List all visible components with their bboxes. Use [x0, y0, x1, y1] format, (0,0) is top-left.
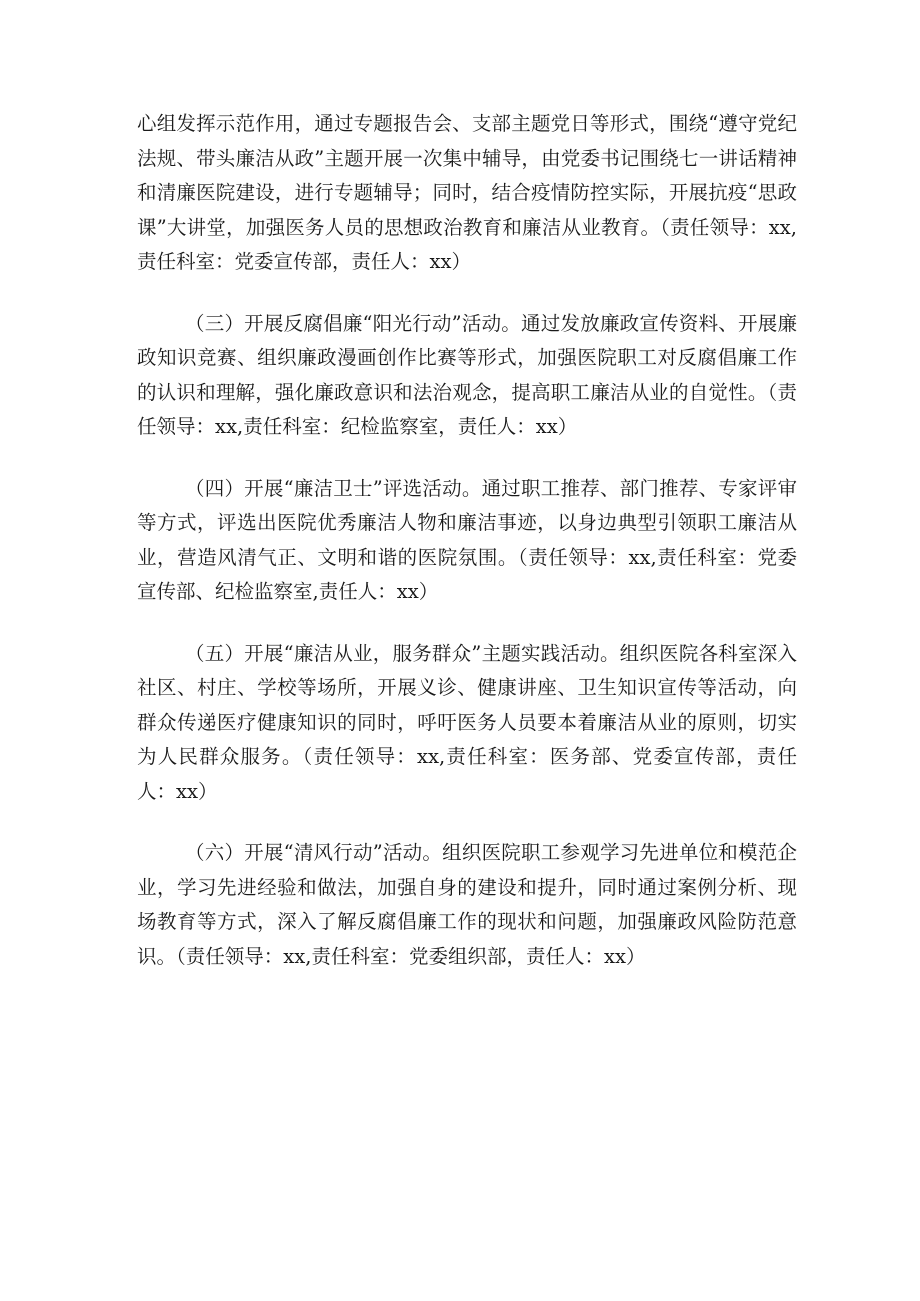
paragraph-continuation: 心组发挥示范作用，通过专题报告会、支部主题党日等形式，围绕“遵守党纪法规、带头廉洁从政”主题开展一次集中辅导，由党委书记围绕七一讲话精神和清廉医院建设，进行专题辅导；同时，结合疫情防控实际，开展抗疫“思政课”大讲堂，加强医务人员的思想政治教育和廉洁从业教育。（责任领导：xx,责任科室：党委宣传部，责任人：xx）	[137, 112, 797, 273]
paragraph-item-4: （四）开展“廉洁卫士”评选活动。通过职工推荐、部门推荐、专家评审等方式，评选出医院优秀廉洁人物和廉洁事迹，以身边典型引领职工廉洁从业，营造风清气正、文明和谐的医院氛围。（责任领导：xx,责任科室：党委宣传部、纪检监察室,责任人：xx）	[137, 476, 797, 603]
paragraph-item-5: （五）开展“廉洁从业，服务群众”主题实践活动。组织医院各科室深入社区、村庄、学校等场所，开展义诊、健康讲座、卫生知识宣传等活动，向群众传递医疗健康知识的同时，呼吁医务人员要本着廉洁从业的原则，切实为人民群众服务。（责任领导：xx,责任科室：医务部、党委宣传部，责任人：xx）	[137, 641, 797, 803]
paragraph-item-3: （三）开展反腐倡廉“阳光行动”活动。通过发放廉政宣传资料、开展廉政知识竞赛、组织廉政漫画创作比赛等形式，加强医院职工对反腐倡廉工作的认识和理解，强化廉政意识和法治观念，提高职工廉洁从业的自觉性。（责任领导：xx,责任科室：纪检监察室，责任人：xx）	[137, 311, 797, 438]
document-body	[137, 107, 797, 1001]
paragraph-item-6: （六）开展“清风行动”活动。组织医院职工参观学习先进单位和模范企业，学习先进经验和做法，加强自身的建设和提升，同时通过案例分析、现场教育等方式，深入了解反腐倡廉工作的现状和问题，加强廉政风险防范意识。（责任领导：xx,责任科室：党委组织部，责任人：xx）	[137, 841, 797, 968]
